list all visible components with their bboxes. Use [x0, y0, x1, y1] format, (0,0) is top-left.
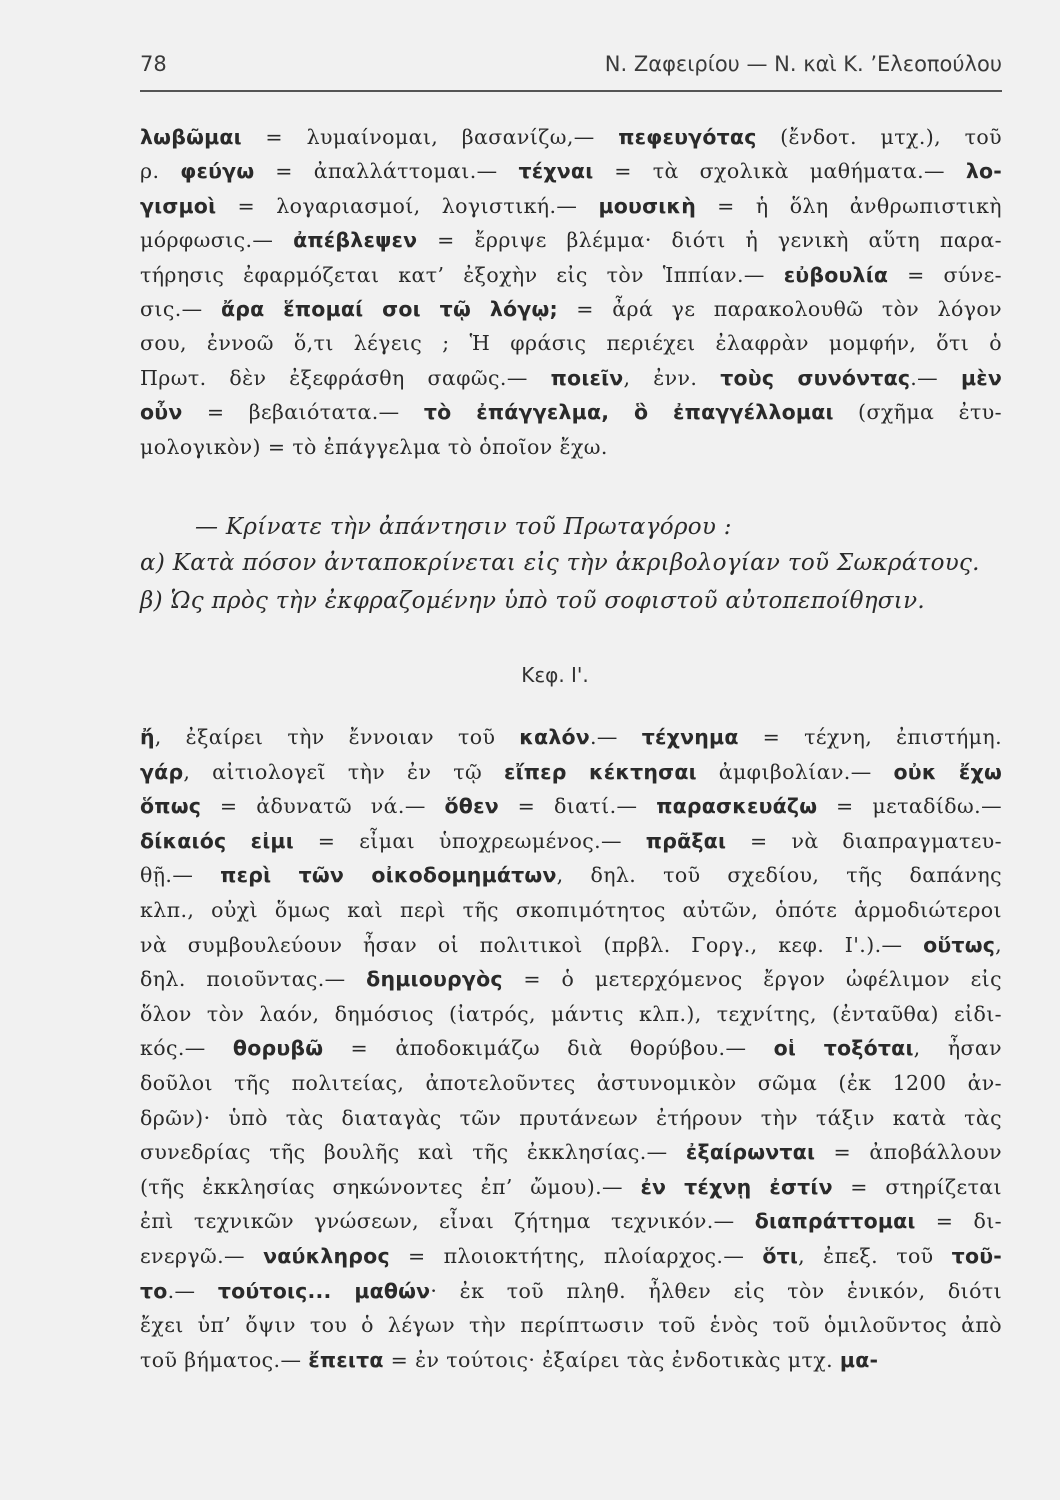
text-line [140, 430, 1002, 464]
glossary-text: ὅλον τὸν λαόν, δημόσιος (ἰατρός, μάντις κλπ.), τεχνίτης, (ἐνταῦθα) εἰδι- [140, 1001, 1002, 1026]
glossary-term: καλόν [519, 725, 590, 749]
glossary-term: οὐκ ἔχω [893, 759, 1002, 784]
text-line [140, 1135, 1002, 1170]
glossary-text: , ἦσαν [913, 1036, 1002, 1061]
glossary-text: = εἶμαι ὑποχρεωμένος.— [293, 828, 646, 853]
glossary-term: δημιουργὸς [366, 967, 503, 992]
glossary-term: γισμοὶ [140, 193, 217, 218]
text-line [140, 824, 1002, 859]
glossary-text: ρ. [140, 159, 181, 184]
chapter-heading: Κεφ. Ι'. [521, 663, 589, 687]
glossary-text: , ἐξαίρει τὴν ἔννοιαν τοῦ [154, 725, 520, 749]
text-line [140, 720, 1002, 755]
glossary-text: , [995, 932, 1002, 957]
glossary-text: κός.— [140, 1036, 233, 1061]
glossary-term: παρασκευάζω [656, 794, 818, 819]
glossary-text: = ἔρριψε βλέμμα· διότι ἡ γενικὴ αὕτη παρα- [417, 228, 1002, 253]
text-line [140, 1239, 1002, 1274]
glossary-text: = πλοιοκτήτης, πλοίαρχος.— [389, 1243, 763, 1268]
text-line [140, 223, 1002, 257]
glossary-text: = λογαριασμοί, λογιστική.— [216, 193, 599, 218]
glossary-term: μὲν [960, 365, 1002, 390]
glossary-term: εὐβουλία [783, 262, 889, 287]
glossary-term: τοὺς συνόντας [720, 365, 911, 390]
text-line [140, 326, 1002, 360]
glossary-term: ἀπέβλεψεν [293, 228, 418, 253]
glossary-text: μολογικὸν) = τὸ ἐπάγγελμα τὸ ὁποῖον ἔχω. [140, 434, 608, 459]
text-line [140, 120, 1002, 154]
glossary-text: · ἐκ τοῦ πληθ. ἦλθεν εἰς τὸν ἑνικόν, διότι [430, 1278, 1002, 1303]
text-line [140, 258, 1002, 292]
glossary-text: = σύνε- [888, 262, 1002, 287]
glossary-text: = ἆρά γε παρακολουθῶ τὸν λόγον [557, 296, 1002, 321]
glossary-text: = ἡ ὅλη ἀνθρωπιστικὴ [696, 193, 1002, 218]
glossary-term: δίκαιός εἰμι [140, 828, 294, 853]
question-a: α) Κατὰ πόσον ἀνταποκρίνεται εἰς τὴν ἀκριβολογίαν τοῦ Σωκράτους. [140, 550, 980, 576]
glossary-text: συνεδρίας τῆς βουλῆς καὶ τῆς ἐκκλησίας.— [140, 1140, 686, 1165]
glossary-text: (σχῆμα ἐτυ- [833, 400, 1002, 425]
glossary-term: λωβῶμαι [140, 125, 242, 149]
glossary-term: εἴπερ κέκτησαι [503, 759, 697, 784]
glossary-text: = τὰ σχολικὰ μαθήματα.— [593, 159, 966, 184]
text-line [140, 1031, 1002, 1066]
glossary-term: τὸ ἐπάγγελμα, ὃ ἐπαγγέλλομαι [423, 400, 834, 425]
running-header [140, 48, 1002, 88]
glossary-text: ενεργῶ.— [140, 1243, 264, 1268]
glossary-text: νὰ συμβουλεύουν ἦσαν οἱ πολιτικοὶ (πρβλ. Γοργ., κεφ. Ι'.).— [140, 932, 924, 957]
glossary-term: φεύγω [180, 159, 255, 184]
text-line [140, 755, 1002, 790]
running-title: Ν. Ζαφειρίου — Ν. καὶ Κ. ’Ελεοπούλου [604, 52, 1002, 76]
glossary-text: (ἔνδοτ. μτχ.), τοῦ [756, 125, 1002, 149]
glossary-term: τέχνημα [641, 725, 739, 749]
glossary-term: οὖν [140, 400, 183, 425]
glossary-term: τοῦ- [951, 1243, 1002, 1268]
glossary-term: πρᾶξαι [645, 828, 727, 853]
glossary-text: = ἀποδοκιμάζω διὰ θορύβου.— [323, 1036, 774, 1061]
glossary-text: ἔχει ὑπ’ ὄψιν του ὁ λέγων τὴν περίπτωσιν τοῦ ἑνὸς τοῦ ὁμιλοῦντος ἀπὸ [140, 1313, 1002, 1338]
glossary-text: (τῆς ἐκκλησίας σηκώνοντες ἐπ’ ὤμου).— [140, 1174, 641, 1199]
glossary-term: μουσικὴ [598, 193, 696, 218]
glossary-text: δηλ. ποιοῦντας.— [140, 967, 367, 992]
text-line [140, 361, 1002, 395]
page-number: 78 [140, 52, 167, 76]
glossary-text: = μεταδίδω.— [817, 794, 1002, 819]
glossary-text: σις.— [140, 296, 221, 321]
glossary-term: τούτοις... μαθών [217, 1278, 431, 1303]
glossary-text: = λυμαίνομαι, βασανίζω,— [241, 125, 619, 149]
glossary-text: = ἀποβάλλουν [815, 1140, 1002, 1165]
glossary-text: Πρωτ. δὲν ἐξεφράσθη σαφῶς.— [140, 365, 551, 390]
glossary-text: δρῶν)· ὑπὸ τὰς διαταγὰς τῶν πρυτάνεων ἐτήρουν τὴν τάξιν κατὰ τὰς [140, 1105, 1002, 1130]
glossary-term: θορυβῶ [232, 1036, 324, 1061]
glossary-text: = ἐν τούτοις· ἐξαίρει τὰς ἐνδοτικὰς μτχ. [383, 1347, 840, 1372]
text-line [140, 292, 1002, 326]
text-line [140, 1274, 1002, 1309]
glossary-term: ἔπειτα [308, 1347, 384, 1372]
glossary-text: = τέχνη, ἐπιστήμη. [738, 725, 1002, 749]
glossary-term: το [140, 1278, 168, 1303]
glossary-bottom [140, 720, 1002, 1377]
text-line [140, 1170, 1002, 1205]
glossary-text: = ἀπαλλάττομαι.— [254, 159, 519, 184]
glossary-text: ἐπὶ τεχνικῶν γνώσεων, εἶναι ζήτημα τεχνικόν.— [140, 1209, 755, 1234]
text-line [140, 1204, 1002, 1239]
glossary-text: = βεβαιότατα.— [182, 400, 424, 425]
glossary-text: τήρησις ἐφαρμόζεται κατ’ ἐξοχὴν εἰς τὸν Ἱππίαν.— [140, 262, 784, 287]
glossary-text: = ἀδυνατῶ νά.— [201, 794, 445, 819]
text-line [140, 154, 1002, 188]
glossary-text: = διατί.— [498, 794, 657, 819]
glossary-text: = δι- [915, 1209, 1002, 1234]
glossary-term: οὕτως [923, 932, 996, 957]
glossary-text: .— [589, 725, 642, 749]
glossary-term: γάρ [140, 759, 184, 784]
glossary-text: θῇ.— [140, 863, 221, 888]
text-line [140, 962, 1002, 997]
glossary-text: , ἐνν. [623, 365, 721, 390]
text-line [140, 1066, 1002, 1101]
glossary-term: περὶ τῶν οἰκοδομημάτων [220, 863, 557, 888]
question-intro: — Κρίνατε τὴν ἀπάντησιν τοῦ Πρωταγόρου : [195, 514, 732, 540]
glossary-term: ἤ [140, 725, 155, 749]
glossary-term: λο- [965, 159, 1002, 184]
glossary-term: ὅπως [140, 794, 202, 819]
text-line [140, 1101, 1002, 1136]
text-line [140, 1343, 1002, 1378]
glossary-term: ναύκληρος [263, 1243, 390, 1268]
glossary-term: μα- [839, 1347, 879, 1372]
glossary-text: , δηλ. τοῦ σχεδίου, τῆς δαπάνης [556, 863, 1002, 888]
question-b: β) Ὡς πρὸς τὴν ἐκφραζομένην ὑπὸ τοῦ σοφιστοῦ αὐτοπεποίθησιν. [140, 588, 926, 614]
glossary-term: οἱ τοξόται [773, 1036, 914, 1061]
glossary-text: = νὰ διαπραγματευ- [726, 828, 1002, 853]
text-line [140, 189, 1002, 223]
glossary-text: ἀμφιβολίαν.— [696, 759, 894, 784]
text-line [140, 928, 1002, 963]
glossary-text: τοῦ βήματος.— [140, 1347, 309, 1372]
text-line [140, 1308, 1002, 1343]
glossary-term: διαπράττομαι [754, 1209, 916, 1234]
glossary-term: ὅθεν [444, 794, 499, 819]
glossary-term: ἄρα ἕπομαί σοι τῷ λόγῳ; [220, 296, 558, 321]
text-line [140, 997, 1002, 1032]
text-line [140, 858, 1002, 893]
glossary-text: , αἰτιολογεῖ τὴν ἐν τῷ [183, 759, 504, 784]
glossary-term: ἐξαίρωνται [685, 1140, 816, 1165]
glossary-text: μόρφωσις.— [140, 228, 294, 253]
text-line [140, 789, 1002, 824]
glossary-text: .— [910, 365, 961, 390]
glossary-top [140, 120, 1002, 464]
glossary-term: ὅτι [762, 1243, 799, 1268]
text-line [140, 893, 1002, 928]
header-rule [140, 90, 1002, 92]
glossary-text: , ἐπεξ. τοῦ [798, 1243, 952, 1268]
glossary-text: δοῦλοι τῆς πολιτείας, ἀποτελοῦντες ἀστυνομικὸν σῶμα (ἐκ 1200 ἀν- [140, 1070, 1002, 1095]
glossary-term: τέχναι [518, 159, 594, 184]
text-line [140, 395, 1002, 429]
glossary-text: = ὁ μετερχόμενος ἔργον ὠφέλιμον εἰς [502, 967, 1002, 992]
glossary-text: κλπ., οὐχὶ ὅμως καὶ περὶ τῆς σκοπιμότητος αὐτῶν, ὁπότε ἁρμοδιώτεροι [140, 897, 1002, 922]
glossary-text: .— [167, 1278, 218, 1303]
glossary-term: ποιεῖν [550, 365, 624, 390]
glossary-text: = στηρίζεται [832, 1174, 1002, 1199]
glossary-term: ἐν τέχνῃ ἐστίν [640, 1174, 833, 1199]
glossary-text: σου, ἐννοῶ ὅ,τι λέγεις ; Ἡ φράσις περιέχει ἐλαφρὰν μομφήν, ὅτι ὁ [140, 331, 1002, 356]
glossary-term: πεφευγότας [618, 125, 757, 149]
